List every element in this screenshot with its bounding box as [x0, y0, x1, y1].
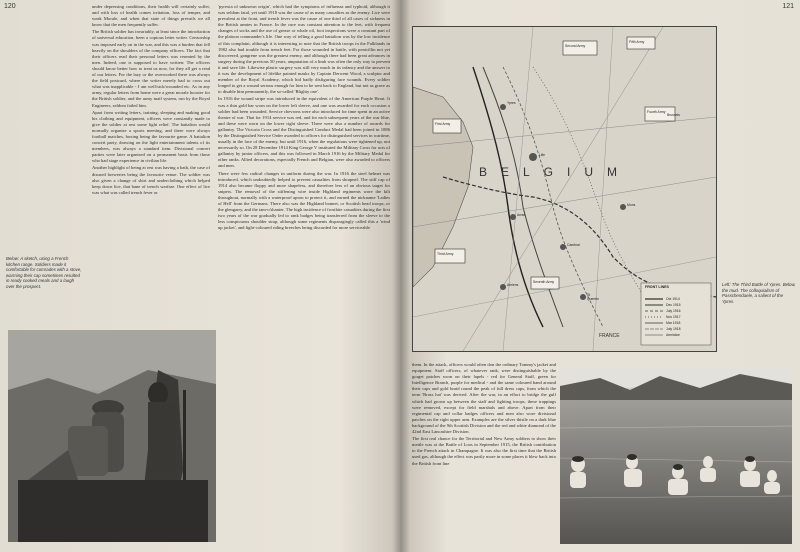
- right-page: [400, 0, 800, 552]
- page-number-right: 121: [782, 3, 794, 10]
- army-box-label: Fifth Army: [629, 40, 645, 44]
- paragraph: The first real chance for the Territorial and New Army soldiers to show their mettle was at the Battle of Loos in September 1915, the British contribution to the French attack in Champagne. It was also the first time that the British used gas, although the effect was partly more in some places it blew back into the British front line: [412, 436, 556, 466]
- place-label: Cambrai: [567, 243, 580, 247]
- place-label: St Quentin: [587, 293, 599, 301]
- legend-item: Oct 1914: [666, 297, 680, 301]
- paragraph: The British soldier has invariably, at least since the introduction of universal education, been a copious letter writer. Censorship was imposed early on in the war, and this was a burden that fell heavily on the shoulders of the company officers. The fact that their officers read their personal letters was resented by the men. Indeed, one is supposed to have written: The officers should know better how to treat us now, for they all get a read of our letters. For the lazy or the overworked there was always the field postcard, where the writer merely had to cross out what was inapplicable - I am well/sick/wounded etc. As in any army, regular letters from home were a great morale booster for the British soldier, and the army mail system, run by the Royal Engineers, seldom failed him.: [92, 29, 210, 108]
- legend-item: Armistice: [666, 333, 680, 337]
- map-country-label-2: FRANCE: [599, 333, 620, 339]
- place-label: Brussels: [667, 113, 681, 117]
- soldiers-bathing-photo: [560, 368, 792, 544]
- army-box-label: Second Army: [565, 44, 586, 48]
- legend-item: July 1918: [666, 327, 681, 331]
- map-legend-title: FRONT LINES: [645, 285, 669, 289]
- book-gutter: [392, 0, 410, 552]
- legend-item: July 1916: [666, 309, 681, 313]
- legend-item: Mar 1918: [666, 321, 681, 325]
- paragraph: 'pyrexia of unknown origin', which had the symptoms of influenza and typhoid, although it was seldom fatal, yet until 1918 was the cause of as many casualties as the enemy. Lice were prevalent at the front, and trench fever was the cause of one third of all cases of sickness in the British armies in France. In the cure was constant attention to the feet, with frequent changes of socks and the use of grease or whale oil, foot inspections were a constant part of the platoon commander's life. One way of telling a good battalion was by the low incidence of this complaint, although it is interesting to note that the British troops in the Falklands in 1982 also had trouble from trench feet. For those wounded in battle, with penicillin not yet discovered, gangrene was the greatest enemy, and although there had been great advances in surgery during the previous 50 years, amputation of a limb was often the only way to prevent it and save life. Likewise plastic surgery was still very much in its infancy and the answer to it was the development of lifelike painted masks by Captain Derwent Wood, a sculptor and member of the Royal Academy, which hid badly disfiguring face wounds. Every soldier longed to get a wound serious enough for him to be sent back to England, but not as grave as to disable him permanently, the so-called 'Blighty one'.: [218, 4, 390, 95]
- soldiers-in-trench-photo: [8, 330, 216, 542]
- paragraph: under depressing conditions, their health will certainly suffer, and with loss of health comes irritation, loss of temper, and weak Morale, and when that state of things prevails we all know that the men frequently suffer.: [92, 4, 210, 28]
- army-box-label: Fourth Army: [647, 110, 666, 114]
- paragraph: Apart from writing letters, training, sleeping and making good his clothing and equipment, officers were constantly made to give the soldier at rest some light relief. The battalion would normally organise a sports meeting, and there were always football matches, boxing being the favourite game. A battalion concert party, drawing on the light entertainment talents of its members, was always a standard item. Divisional concert parties were later organised on a permanent basis from those who had stage experience in civilian life.: [92, 109, 210, 164]
- place-label: Amiens: [507, 283, 519, 287]
- paragraph: Another highlight of being at rest was having a bath, the case of disused breweries being the favourite venue. The soldier was also given a change of shirt and underclothing which helped keep down lice, that bane of trench warfare. One effect of lice was what was called trench fever or: [92, 165, 210, 195]
- place-label: Arras: [517, 213, 526, 217]
- right-column-1: [412, 362, 556, 548]
- place-label: Ypres: [507, 101, 516, 105]
- army-box-label: Seventh Army: [533, 280, 555, 284]
- place-label: Mons: [627, 203, 636, 207]
- page-number-left: 120: [4, 3, 16, 10]
- army-box-label: First Army: [435, 122, 451, 126]
- army-box-label: Third Army: [437, 252, 454, 256]
- paragraph: There were few radical changes in uniform during the war. In 1916 the steel helmet was introduced, which undoubtedly helped to prevent casualties from shrapnel. The stiff cap of 1914 also became floppy and more shapeless, and therefore less of an obvious target for snipers. The removal of the stiffening wire inside Highland regiments wore the kilt throughout, normally with a waterproof apron to protect it, and earned the nickname 'Ladies of Hell' from the Germans. There also was the Highland bonnet, or Scottish head troops, or the glengarry, and the tam-o'shanter. The high incidence of frostbite casualties during the first two years of the war gradually led to rank badges being transferred from the sleeve to the less conspicuous shoulder strap, although some regiments disparagingly called this a 'wind up jacket', and light-coloured riding breeches being discarded for more serviceable: [218, 170, 390, 231]
- legend-item: Nov 1917: [666, 315, 681, 319]
- map-country-label: BELGIUM: [479, 165, 632, 179]
- paragraph: In 1916 the wound stripe was introduced in the equivalent of the American Purple Heart. It was a thin gold bar worn on the lower left sleeve, and one was awarded for each occasion a soldier had been wounded. Service chevrons were also introduced for time spent in an active theatre of war. That for 1914 service was red, and for each subsequent years of the war blue, and these were worn on the lower right sleeve. There were also a number of awards for gallantry. The Victoria Cross and the Distinguished Conduct Medal had been joined in 1886 by the Distinguished Service Order awarded to officers for distinguished services in wartime, usually in the face of the enemy, but until 1916, when the regulations were tightened up, not necessarily so. On 28 December 1914 King George V instituted the Military Cross for acts of gallantry by junior officers, and this was followed in March 1916 by the Military Medal for other ranks. Allied decorations, especially French and Belgian, were also awarded to officers and men.: [218, 96, 390, 169]
- left-column-1: [92, 4, 210, 246]
- trench-photo-image: [8, 330, 216, 542]
- legend-item: Dec 1915: [666, 303, 681, 307]
- bathing-photo-image: [560, 368, 792, 544]
- paragraph: them. In the attack, officers would often don the ordinary Tommy's jacket and equipment. Staff officers, of whatever rank, were distinguishable by the gorget patches worn on their lapels - red for General Staff, green for Intelligence Branch, purple for medical - and the same coloured band around their caps and gold braid round the peak of full dress caps, from which the term 'Brass hat' was derived. After the war, in an effort to bridge the gulf which had grown up between the staff and fighting troops, these trappings were removed, except for field marshals and above. Apart from their regimental cap and collar badges officers and men also wore divisional patches on the right upper arm. Examples are the silver thistle on a dark blue background of the 9th Scottish Division and the red and white diamond of the 42nd East Lancashire Division.: [412, 362, 556, 435]
- western-front-map: [412, 26, 717, 352]
- place-label: Lille: [539, 153, 546, 157]
- left-caption: Below: A sketch, using a French kitchen range. Soldiers made it comfortable for comrades with a stove, warming their cap sometimes resulted in ready cooked meals and a laugh over the prospect.: [6, 256, 82, 289]
- map-caption: Left: The Third Battle of Ypres. Below, the mud. The colloquialism of Passchendaele, a salient of the Ypres.: [722, 282, 796, 304]
- map-legend: [666, 296, 681, 338]
- left-column-2: [218, 4, 390, 540]
